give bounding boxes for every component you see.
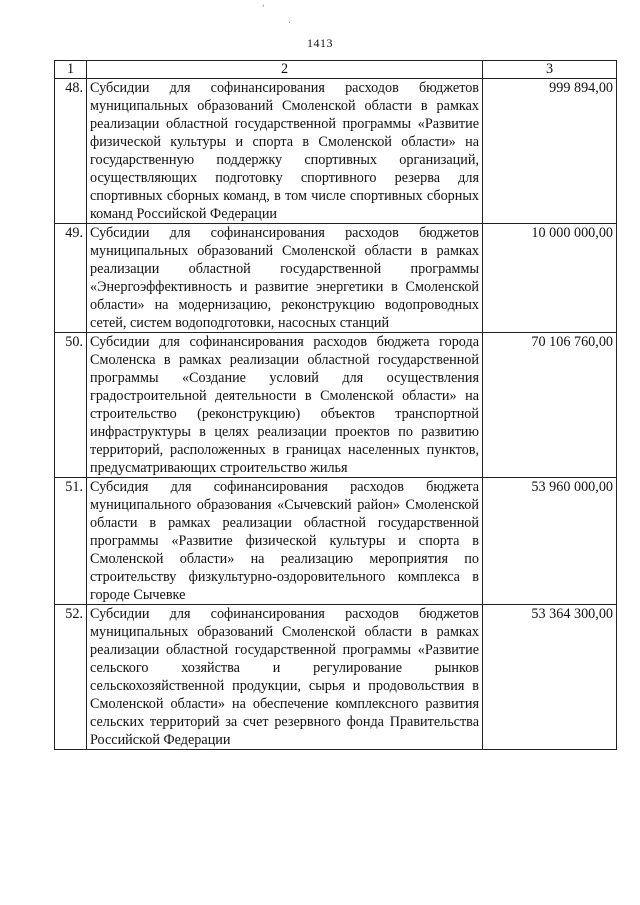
table-header [55,61,617,79]
table-row [55,79,617,224]
row-amount: 53 960 000,00 [483,478,617,605]
table-row [55,605,617,750]
row-amount: 999 894,00 [483,79,617,224]
row-description: Субсидии для софинансирования расходов бюджетов муниципальных образований Смоленской области в рамках реализации областной государственной программы «Энергоэффективность и развитие энергетики в Смоленской области» на модернизацию, реконструкцию водопроводных сетей, систем водоподготовки, насосных станций [87,224,483,333]
header-col-number: 1 [55,61,87,79]
row-description: Субсидия для софинансирования расходов бюджета муниципального образования «Сычевский район» Смоленской области в рамках реализации областной государственной программы «Развитие физической культуры и спорта в Смоленской области» на реализацию мероприятия по строительству физкультурно-оздоровительного комплекса в городе Сычевке [87,478,483,605]
row-number: 49. [55,224,87,333]
table-row [55,333,617,478]
scan-speck: . [288,16,291,26]
row-number: 48. [55,79,87,224]
table-body [55,79,617,750]
row-description: Субсидии для софинансирования расходов бюджета города Смоленска в рамках реализации областной государственной программы «Создание условий для осуществления градостроительной деятельности в Смоленской области» на строительство (реконструкцию) объектов транспортной инфраструктуры в целях реализации проектов по развитию территорий, расположенных в границах населенных пунктов, предусматривающих строительство жилья [87,333,483,478]
subsidy-table [54,60,617,750]
row-description: Субсидии для софинансирования расходов бюджетов муниципальных образований Смоленской области в рамках реализации областной государственной программы «Развитие сельского хозяйства и регулирование рынков сельскохозяйственной продукции, сырья и продовольствия в Смоленской области» на обеспечение комплексного развития сельских территорий за счет резервного фонда Правительства Российской Федерации [87,605,483,750]
row-number: 52. [55,605,87,750]
header-row [55,61,617,79]
header-col-amount: 3 [483,61,617,79]
row-amount: 70 106 760,00 [483,333,617,478]
row-description: Субсидии для софинансирования расходов бюджетов муниципальных образований Смоленской области в рамках реализации областной государственной программы «Развитие физической культуры и спорта в Смоленской области» на государственную поддержку спортивных организаций, осуществляющих подготовку спортивного резерва для спортивных сборных команд, в том числе спортивных сборных команд Российской Федерации [87,79,483,224]
row-number: 51. [55,478,87,605]
row-number: 50. [55,333,87,478]
scan-speck: ' [262,4,265,14]
row-amount: 10 000 000,00 [483,224,617,333]
row-amount: 53 364 300,00 [483,605,617,750]
table-row [55,478,617,605]
page-number: 1413 [307,36,333,50]
table-row [55,224,617,333]
header-col-description: 2 [87,61,483,79]
